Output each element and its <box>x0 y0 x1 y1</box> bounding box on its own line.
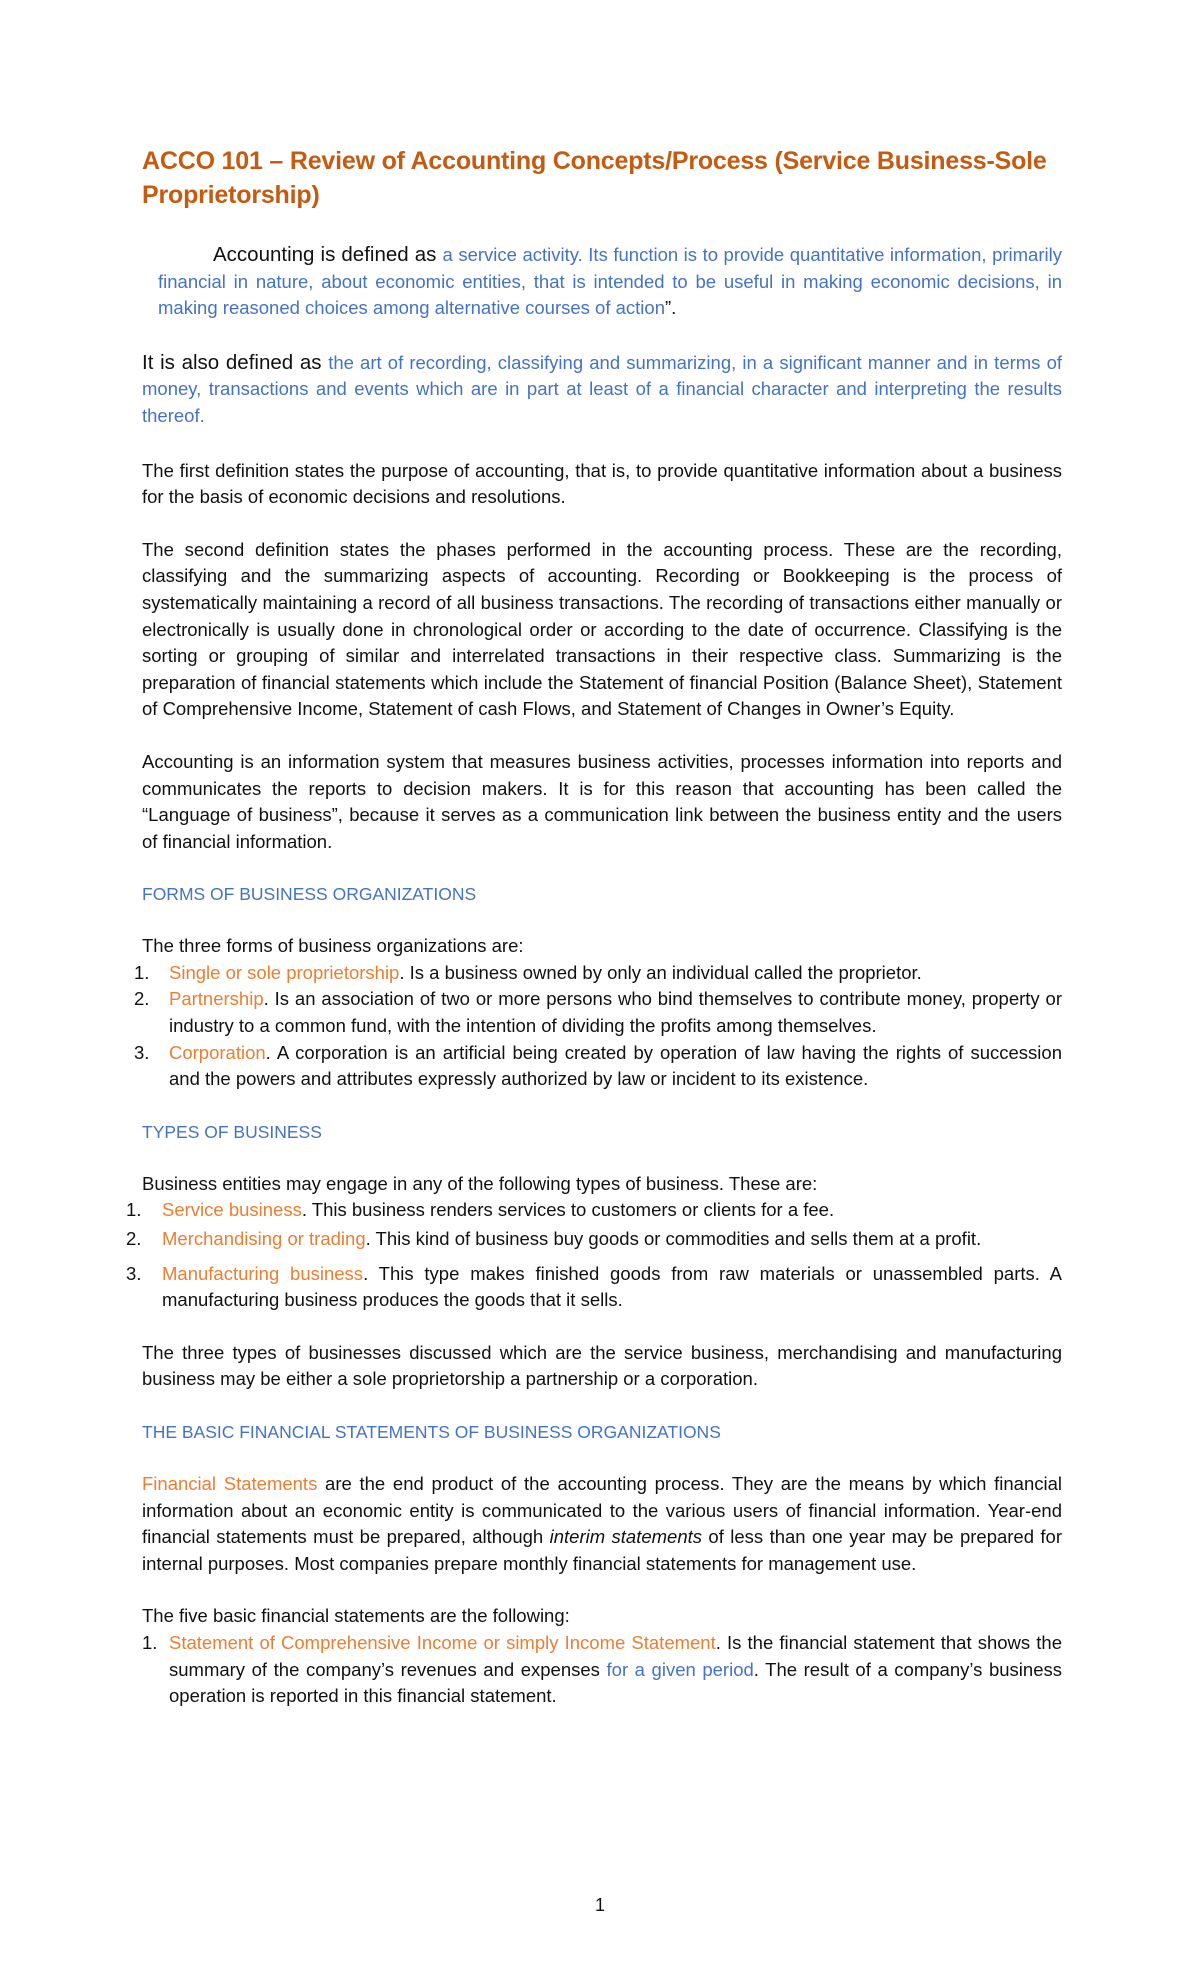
list-text: . Is the financial statement that shows the summary of the company’s revenues and expenses <box>169 1631 1062 1680</box>
types-summary: The three types of businesses discussed which are the service business, merchandising and manufacturing business may be either a sole proprietorship a partnership or a corporation. <box>142 1341 1062 1390</box>
list-term: Service business <box>162 1199 302 1221</box>
section-heading-statements: THE BASIC FINANCIAL STATEMENTS OF BUSINESS ORGANIZATIONS <box>142 1422 721 1442</box>
statements-italic: interim statements <box>549 1526 703 1548</box>
list-term: Manufacturing business <box>162 1262 364 1284</box>
list-text: . A corporation is an artificial being created by operation of law having the rights of succession and the powers and attributes expressly authorized by law or incident to its existence. <box>169 1041 1062 1090</box>
list-number: 3. <box>134 1041 150 1063</box>
list-number: 1. <box>126 1199 142 1221</box>
definition-one-lead: Accounting is defined as <box>213 243 443 266</box>
list-term: Single or sole proprietorship <box>169 961 400 983</box>
statements-term: Financial Statements <box>142 1473 318 1494</box>
list-number: 1. <box>142 1631 158 1653</box>
statements-text-1: are the end product of the accounting process. They are the means by which financial information about an economic entity is communicated to the various users of financial information. Year-end financial statements must be prepared, although <box>142 1473 1062 1548</box>
list-text: . Is an association of two or more persons who bind themselves to contribute money, property or industry to a common fund, with the intention of dividing the profits among themselves. <box>169 988 1062 1037</box>
section-heading-forms: FORMS OF BUSINESS ORGANIZATIONS <box>142 884 477 905</box>
types-intro: Business entities may engage in any of the following types of business. These are: <box>142 1172 818 1194</box>
list-term: Merchandising or trading <box>162 1228 366 1250</box>
list-text: . This type makes finished goods from raw materials or unassembled parts. A manufacturing business produces the goods that it sells. <box>162 1262 1063 1311</box>
list-number: 1. <box>134 961 150 983</box>
list-item <box>107 986 1062 1039</box>
list-number: 3. <box>126 1262 142 1284</box>
forms-list <box>134 960 1062 1093</box>
list-text: . This kind of business buy goods or commodities and sells them at a profit. <box>365 1228 982 1250</box>
paragraph-information-system: Accounting is an information system that measures business activities, processes information into reports and communicates the reports to decision makers. It is for this reason that accounting has been called the “Language of business”, because it serves as a communication link between the business entity and the users of financial information. <box>142 750 1062 852</box>
list-text: . Is a business owned by only an individual called the proprietor. <box>399 961 922 983</box>
list-item <box>107 1197 1062 1224</box>
definition-two-lead: It is also defined as <box>142 350 329 374</box>
page-content <box>126 144 1063 1736</box>
list-number: 2. <box>134 988 150 1010</box>
definition-two <box>142 350 1062 430</box>
statements-list <box>142 1630 1062 1710</box>
list-highlight: for a given period <box>606 1658 754 1680</box>
list-term: Statement of Comprehensive Income or simply Income Statement <box>169 1631 716 1653</box>
paragraph-second-definition: The second definition states the phases performed in the accounting process. These are the recording, classifying and the summarizing aspects of accounting. Recording or Bookkeeping is the process of systematically maintaining a record of all business transactions. The recording of transactions either manually or electronically is usually done in chronological order or according to the date of occurrence. Classifying is the sorting or grouping of similar and interrelated transactions in their respective class. Summarizing is the preparation of financial statements which include the Statement of financial Position (Balance Sheet), Statement of Comprehensive Income, Statement of cash Flows, and Statement of Changes in Owner’s Equity. <box>142 538 1062 720</box>
page-number: 1 <box>594 1895 605 1915</box>
statements-text-2: of less than one year may be prepared for internal purposes. Most companies prepare monthly financial statements for management use. <box>142 1526 1063 1574</box>
definition-two-quote: the art of recording, classifying and summarizing, in a significant manner and in terms of money, transactions and events which are in part at least of a financial character and interpreting the results thereof. <box>142 351 1062 426</box>
definition-one-end: ”. <box>664 297 677 319</box>
statements-paragraph <box>142 1471 1062 1577</box>
types-list <box>126 1197 1063 1313</box>
list-item <box>142 1630 1062 1710</box>
list-text: . This business renders services to customers or clients for a fee. <box>301 1199 835 1221</box>
list-term: Corporation <box>169 1041 266 1063</box>
list-item <box>107 1226 1062 1253</box>
statements-intro: The five basic financial statements are the following: <box>142 1605 570 1627</box>
list-item <box>107 1261 1062 1314</box>
list-item <box>107 1040 1062 1093</box>
definition-one <box>142 242 1062 322</box>
definition-one-quote: a service activity. Its function is to provide quantitative information, primarily financial in nature, about economic entities, that is intended to be useful in making economic decisions, in making reasoned choices among alternative courses of action <box>158 244 1062 319</box>
list-text: . The result of a company’s business operation is reported in this financial statement. <box>169 1658 1062 1707</box>
paragraph-first-definition: The first definition states the purpose of accounting, that is, to provide quantitative information about a business for the basis of economic decisions and resolutions. <box>142 459 1062 508</box>
list-item <box>107 960 1062 987</box>
list-term: Partnership <box>169 988 264 1010</box>
section-heading-types: TYPES OF BUSINESS <box>142 1121 322 1142</box>
document-title: ACCO 101 – Review of Accounting Concepts/Process (Service Business-Sole Proprietorship) <box>142 147 1047 209</box>
forms-intro: The three forms of business organizations are: <box>142 935 524 957</box>
list-number: 2. <box>126 1228 142 1250</box>
